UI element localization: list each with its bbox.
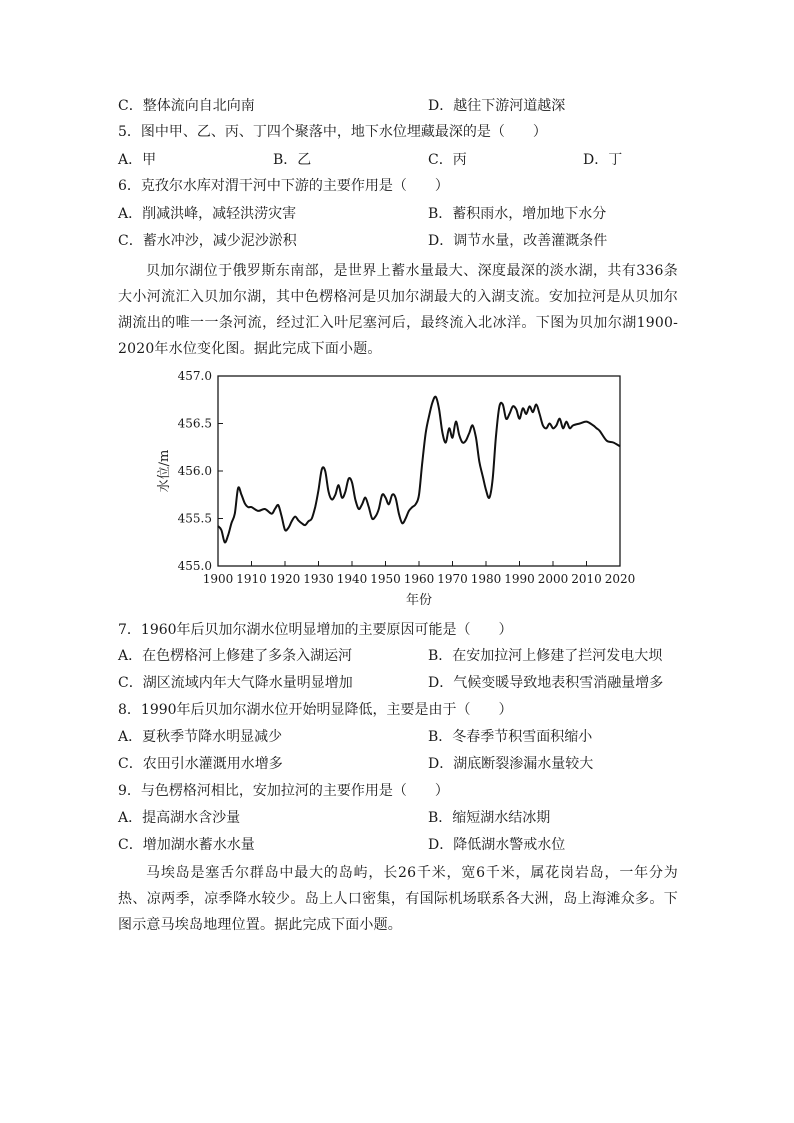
q7-option-c: C．湖区流域内年大气降水量明显增加 [118, 675, 353, 691]
q6-stem: 6．克孜尔水库对渭干河中下游的主要作用是（ ） [118, 178, 449, 194]
q5-option-b: B．乙 [273, 152, 312, 168]
x-tick-label: 1970 [437, 572, 468, 586]
x-tick-label: 1920 [269, 572, 301, 586]
q8-option-a: A．夏秋季节降水明显减少 [118, 729, 283, 745]
x-tick-label: 2000 [537, 572, 569, 586]
q6-option-a: A．削减洪峰，减轻洪涝灾害 [118, 206, 297, 222]
q8-option-b: B．冬春季节积雪面积缩小 [428, 729, 593, 745]
q5-option-d: D．丁 [583, 152, 623, 168]
x-tick-label: 1980 [470, 572, 502, 586]
q8-stem: 8．1990年后贝加尔湖水位开始明显降低，主要是由于（ ） [118, 702, 513, 718]
q7-stem: 7．1960年后贝加尔湖水位明显增加的主要原因可能是（ ） [118, 622, 513, 638]
q9-option-d: D．降低湖水警戒水位 [428, 837, 566, 853]
x-tick-label: 2010 [571, 572, 602, 586]
q5-option-c: C．丙 [428, 152, 467, 168]
x-axis-label: 年份 [405, 593, 433, 608]
water-level-line [218, 397, 620, 543]
q7-option-b: B．在安加拉河上修建了拦河发电大坝 [428, 648, 663, 664]
x-tick-label: 1910 [236, 572, 267, 586]
q9-stem: 9．与色楞格河相比，安加拉河的主要作用是（ ） [118, 783, 449, 799]
q4-option-c: C．整体流向自北向南 [118, 98, 255, 114]
x-tick-label: 1990 [504, 572, 535, 586]
y-tick-label: 456.0 [177, 464, 212, 478]
q5-option-a: A．甲 [118, 152, 157, 168]
x-tick-label: 2020 [604, 572, 636, 586]
q4-option-d: D．越往下游河道越深 [428, 98, 566, 114]
q6-option-d: D．调节水量，改善灌溉条件 [428, 233, 608, 249]
x-tick-label: 1940 [336, 572, 368, 586]
passage-mahe: 马埃岛是塞舌尔群岛中最大的岛屿，长26千米，宽6千米，属花岗岩岛，一年分为热、凉两季，凉季降水较少。岛上人口密集，有国际机场联系各大洲，岛上海滩众多。下图示意马埃岛地理位置。据此完成下面小题。 [118, 865, 678, 933]
q6-option-b: B．蓄积雨水，增加地下水分 [428, 206, 607, 222]
q8-option-c: C．农田引水灌溉用水增多 [118, 756, 283, 772]
passage-baikal: 贝加尔湖位于俄罗斯东南部，是世界上蓄水量最大、深度最深的淡水湖，共有336条大小河流汇入贝加尔湖，其中色楞格河是贝加尔湖最大的入湖支流。安加拉河是从贝加尔湖流出的唯一一条河流，经过汇入叶尼塞河后，最终流入北冰洋。下图为贝加尔湖1900-2020年水位变化图。据此完成下面小题。 [118, 263, 678, 357]
y-tick-label: 457.0 [177, 369, 212, 383]
y-tick-label: 455.0 [177, 559, 212, 573]
y-tick-label: 455.5 [177, 511, 212, 526]
q9-option-a: A．提高湖水含沙量 [118, 810, 241, 826]
plot-frame [218, 376, 620, 566]
q8-option-d: D．湖底断裂渗漏水量较大 [428, 756, 594, 772]
q7-option-a: A．在色楞格河上修建了多条入湖运河 [118, 648, 353, 664]
q6-option-c: C．蓄水冲沙，减少泥沙淤积 [118, 233, 297, 249]
x-tick-label: 1930 [303, 572, 334, 586]
q9-option-b: B．缩短湖水结冰期 [428, 810, 551, 826]
q9-option-c: C．增加湖水蓄水水量 [118, 837, 255, 853]
y-axis-label: 水位/m [157, 449, 172, 493]
q5-stem: 5．图中甲、乙、丙、丁四个聚落中，地下水位埋藏最深的是（ ） [118, 124, 547, 140]
q7-option-d: D．气候变暖导致地表积雪消融量增多 [428, 675, 664, 691]
x-tick-label: 1960 [403, 572, 435, 586]
x-tick-label: 1900 [202, 572, 234, 586]
x-tick-label: 1950 [370, 572, 401, 586]
y-tick-label: 456.5 [177, 416, 212, 431]
water-level-chart [150, 366, 640, 614]
